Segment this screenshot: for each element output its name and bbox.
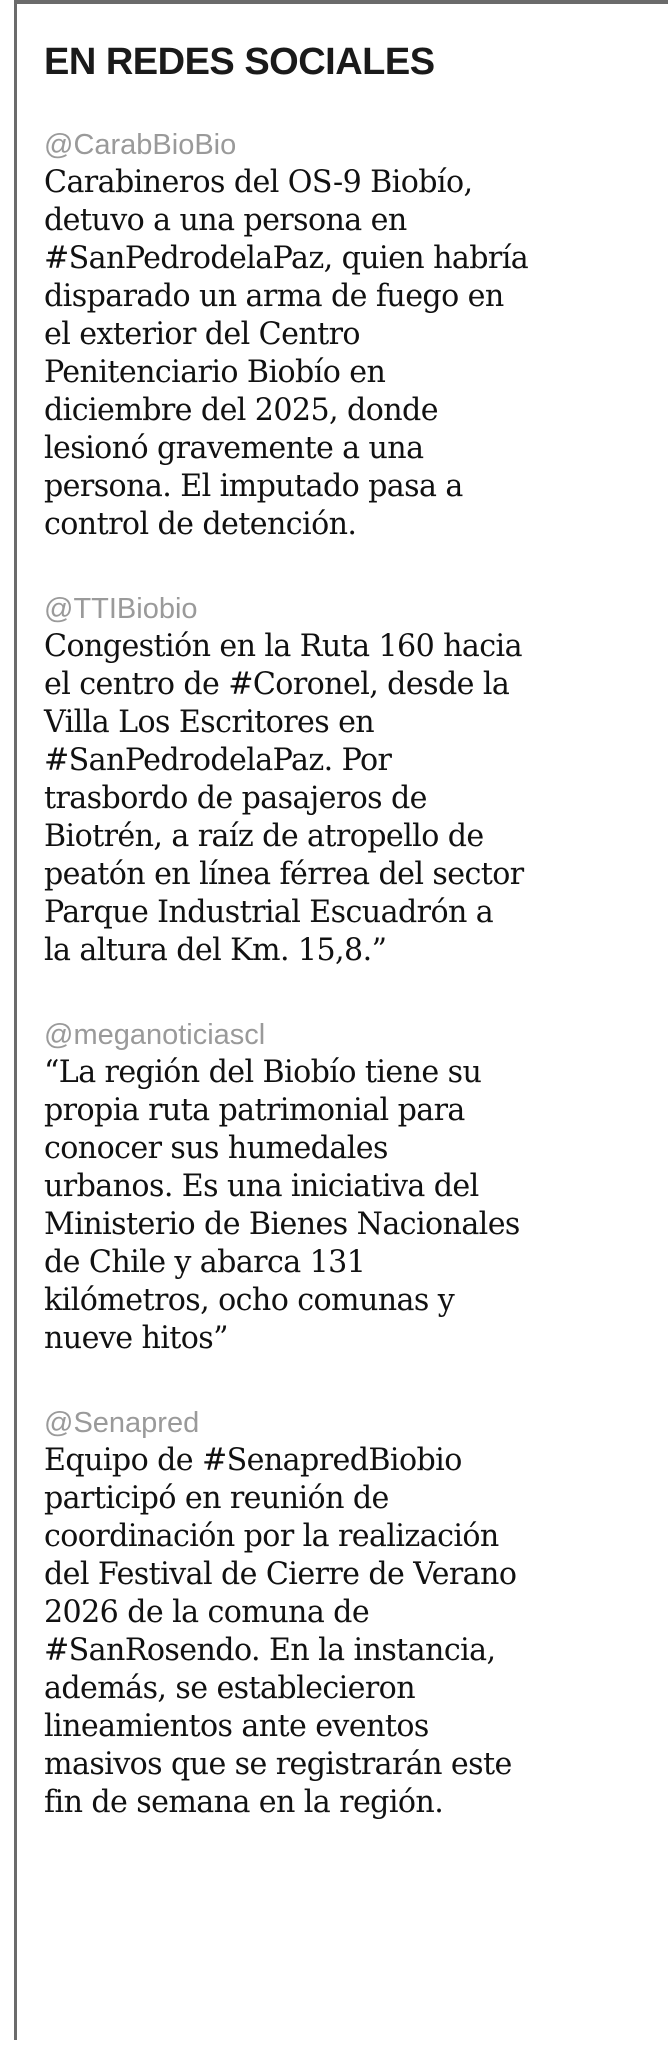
post-body-line: conocer sus humedales (44, 1131, 388, 1166)
post-body-line: peatón en línea férrea del sector (44, 857, 524, 892)
post-body-line: #SanPedrodelaPaz. Por (44, 743, 392, 778)
post-body-line: de Chile y abarca 131 (44, 1245, 366, 1280)
post-handle: @Senapred (44, 1407, 200, 1439)
post-body-line: el centro de #Coronel, desde la (44, 667, 510, 702)
post-body-line: la altura del Km. 15,8.” (44, 933, 387, 968)
post-body-line: Equipo de #SenapredBiobio (44, 1443, 462, 1478)
post-body-line: del Festival de Cierre de Verano (44, 1557, 517, 1592)
social-post (44, 1406, 664, 1822)
post-handle: @CarabBioBio (44, 129, 237, 161)
post-body-line: lesionó gravemente a una (44, 431, 424, 466)
section-title: EN REDES SOCIALES (44, 41, 435, 83)
post-body-line: propia ruta patrimonial para (44, 1093, 465, 1128)
left-border (14, 0, 17, 2040)
post-body (44, 628, 664, 970)
social-post (44, 1018, 664, 1358)
social-post (44, 128, 664, 544)
post-body-line: Parque Industrial Escuadrón a (44, 895, 494, 930)
post-body-line: fin de semana en la región. (44, 1785, 444, 1820)
post-body-line: lineamientos ante eventos (44, 1709, 429, 1744)
post-body-line: #SanRosendo. En la instancia, (44, 1633, 496, 1668)
post-body-line: Penitenciario Biobío en (44, 355, 386, 390)
post-body (44, 164, 664, 544)
post-handle: @TTIBiobio (44, 593, 198, 625)
post-body (44, 1054, 664, 1358)
post-body-line: trasbordo de pasajeros de (44, 781, 427, 816)
top-border (14, 0, 668, 4)
post-body-line: participó en reunión de (44, 1481, 389, 1516)
post-body-line: nueve hitos” (44, 1321, 228, 1356)
post-body-line: diciembre del 2025, donde (44, 393, 438, 428)
post-handle: @meganoticiascl (44, 1019, 266, 1051)
post-body-line: el exterior del Centro (44, 317, 360, 352)
post-body-line: “La región del Biobío tiene su (44, 1055, 482, 1090)
post-body-line: detuvo a una persona en (44, 203, 407, 238)
post-body-line: Villa Los Escritores en (44, 705, 375, 740)
post-body-line: 2026 de la comuna de (44, 1595, 370, 1630)
post-body (44, 1442, 664, 1822)
post-body-line: urbanos. Es una iniciativa del (44, 1169, 479, 1204)
post-body-line: además, se establecieron (44, 1671, 416, 1706)
social-post (44, 592, 664, 970)
post-body-line: control de detención. (44, 507, 357, 542)
post-body-line: masivos que se registrarán este (44, 1747, 512, 1782)
post-body-line: disparado un arma de fuego en (44, 279, 504, 314)
post-body-line: Carabineros del OS-9 Biobío, (44, 165, 473, 200)
post-body-line: #SanPedrodelaPaz, quien habría (44, 241, 529, 276)
post-body-line: Congestión en la Ruta 160 hacia (44, 629, 522, 664)
post-body-line: kilómetros, ocho comunas y (44, 1283, 455, 1318)
post-body-line: Ministerio de Bienes Nacionales (44, 1207, 520, 1242)
post-body-line: persona. El imputado pasa a (44, 469, 463, 504)
social-column (44, 30, 664, 1870)
post-body-line: Biotrén, a raíz de atropello de (44, 819, 484, 854)
post-body-line: coordinación por la realización (44, 1519, 499, 1554)
posts-list (44, 128, 664, 1822)
